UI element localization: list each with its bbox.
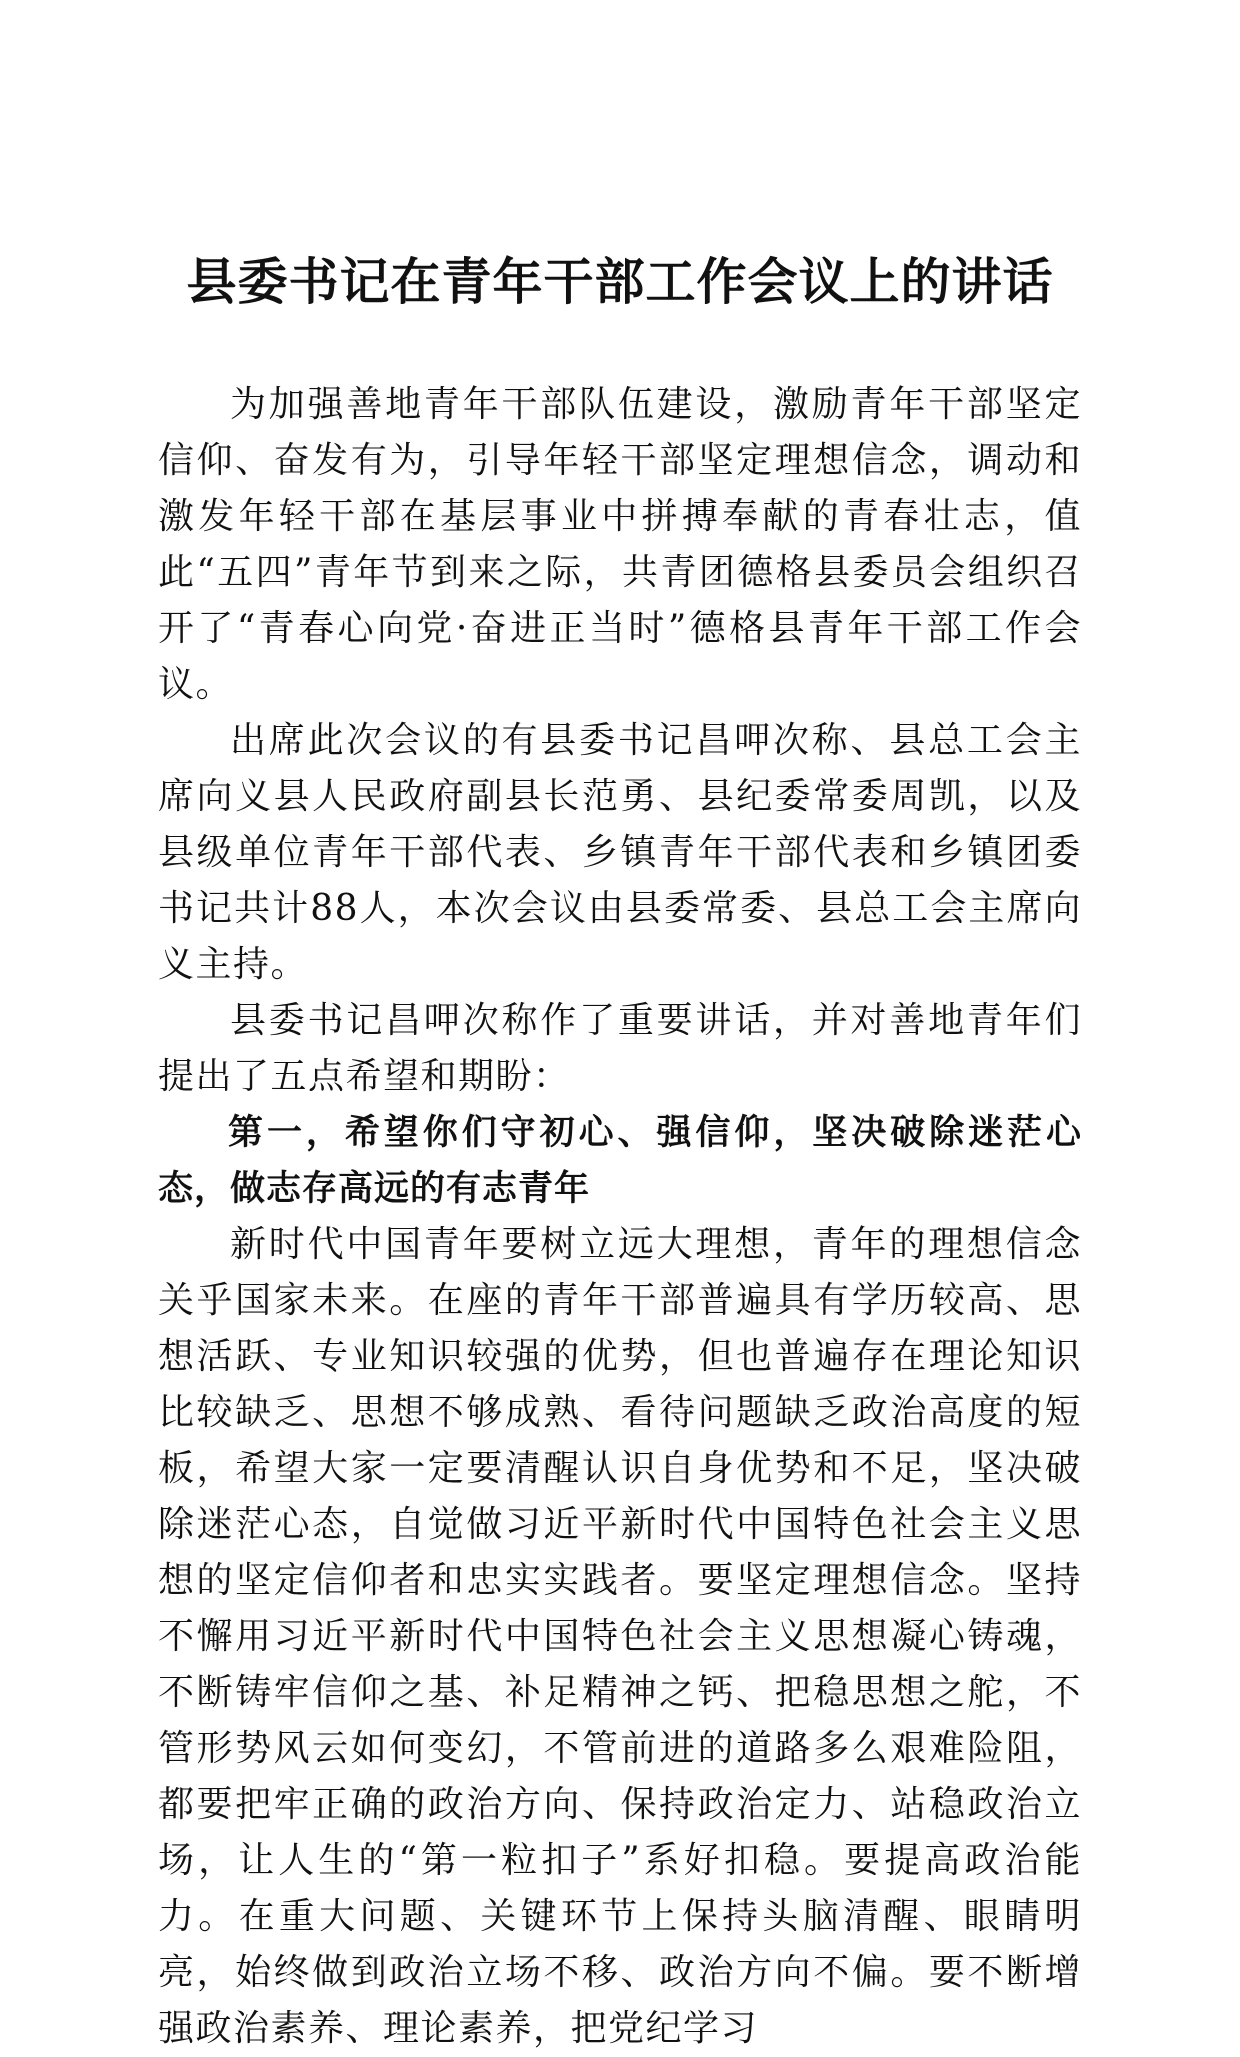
document-body [158,377,1082,2057]
intro-paragraph: 为加强善地青年干部队伍建设，激励青年干部坚定信仰、奋发有为，引导年轻干部坚定理想信念，调动和激发年轻干部在基层事业中拼搏奉献的青春壮志，值此“五四”青年节到来之际，共青团德格县委员会组织召开了“青春心向党·奋进正当时”德格县青年干部工作会议。 [158,384,1082,705]
attendees-paragraph: 出席此次会议的有县委书记昌呷次称、县总工会主席向义县人民政府副县长范勇、县纪委常委周凯，以及县级单位青年干部代表、乡镇青年干部代表和乡镇团委书记共计88人，本次会议由县委常委、县总工会主席向义主持。 [158,720,1082,985]
section-paragraph: 新时代中国青年要树立远大理想，青年的理想信念关乎国家未来。在座的青年干部普遍具有学历较高、思想活跃、专业知识较强的优势，但也普遍存在理论知识比较缺乏、思想不够成熟、看待问题缺乏政治高度的短板，希望大家一定要清醒认识自身优势和不足，坚决破除迷茫心态，自觉做习近平新时代中国特色社会主义思想的坚定信仰者和忠实实践者。要坚定理想信念。坚持不懈用习近平新时代中国特色社会主义思想凝心铸魂，不断铸牢信仰之基、补足精神之钙、把稳思想之舵，不管形势风云如何变幻，不管前进的道路多么艰难险阻，都要把牢正确的政治方向、保持政治定力、站稳政治立场，让人生的“第一粒扣子”系好扣稳。要提高政治能力。在重大问题、关键环节上保持头脑清醒、眼睛明亮，始终做到政治立场不移、政治方向不偏。要不断增强政治素养、理论素养，把党纪学习 [158,1224,1082,2049]
speech-intro-paragraph: 县委书记昌呷次称作了重要讲话，并对善地青年们提出了五点希望和期盼： [158,1000,1082,1097]
document-title: 县委书记在青年干部工作会议上的讲话 [186,252,1054,311]
section-heading: 第一，希望你们守初心、强信仰，坚决破除迷茫心态，做志存高远的有志青年 [158,1113,1082,1209]
